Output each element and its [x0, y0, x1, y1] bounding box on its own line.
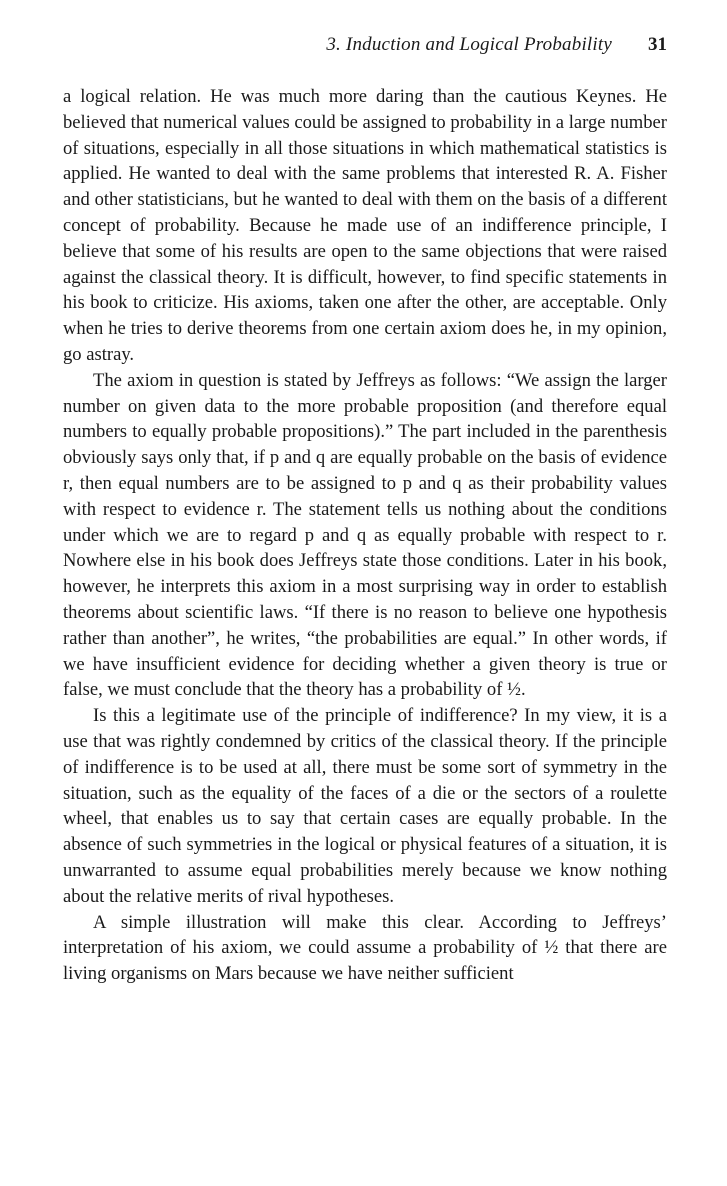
running-header [63, 34, 667, 64]
paragraph-2: The axiom in question is stated by Jeffreys as follows: “We assign the larger number on given data to the more probable proposition (and therefore equal numbers to equally probable propositions).” The part included in the parenthesis obviously says only that, if p and q are equally probable on the basis of evidence r, then equal numbers are to be assigned to p and q as their probability values with respect to evidence r. The statement tells us nothing about the conditions under which we are to regard p and q as equally probable with respect to r. Nowhere else in his book does Jeffreys state those conditions. Later in his book, however, he interprets this axiom in a most surprising way in order to establish theorems about scientific laws. “If there is no reason to believe one hypothesis rather than another”, he writes, “the probabilities are equal.” In other words, if we have insufficient evidence for deciding whether a given theory is true or false, we must conclude that the theory has a probability of ½. [63, 369, 667, 701]
paragraph-3: Is this a legitimate use of the principle of indifference? In my view, it is a use that was rightly condemned by critics of the classical theory. If the principle of indifference is to be used at all, there must be some sort of symmetry in the situation, such as the equality of the faces of a die or the sectors of a roulette wheel, that enables us to say that certain cases are equally probable. In the absence of such symmetries in the logical or physical features of a situation, it is unwarranted to assume equal probabilities merely because we know nothing about the relative merits of rival hypotheses. [63, 705, 667, 907]
paragraph-4: A simple illustration will make this clear. According to Jeffreys’ interpretation of his axiom, we could assume a probability of ½ that there are living organisms on Mars because we have neither sufficient [63, 911, 667, 985]
chapter-title: 3. Induction and Logical Probability [326, 34, 612, 55]
page-number: 31 [648, 34, 667, 55]
book-page [63, 34, 667, 987]
paragraph-1: a logical relation. He was much more daring than the cautious Keynes. He believed that numerical values could be assigned to probability in a large number of situations, especially in all those situations in which mathematical statistics is applied. He wanted to deal with the same problems that interested R. A. Fisher and other statisticians, but he wanted to deal with them on the basis of a different concept of probability. Because he made use of an indifference principle, I believe that some of his results are open to the same objections that were raised against the classical theory. It is difficult, however, to find specific statements in his book to criticize. His axioms, taken one after the other, are acceptable. Only when he tries to derive theorems from one certain axiom does he, in my opinion, go astray. [63, 86, 667, 365]
